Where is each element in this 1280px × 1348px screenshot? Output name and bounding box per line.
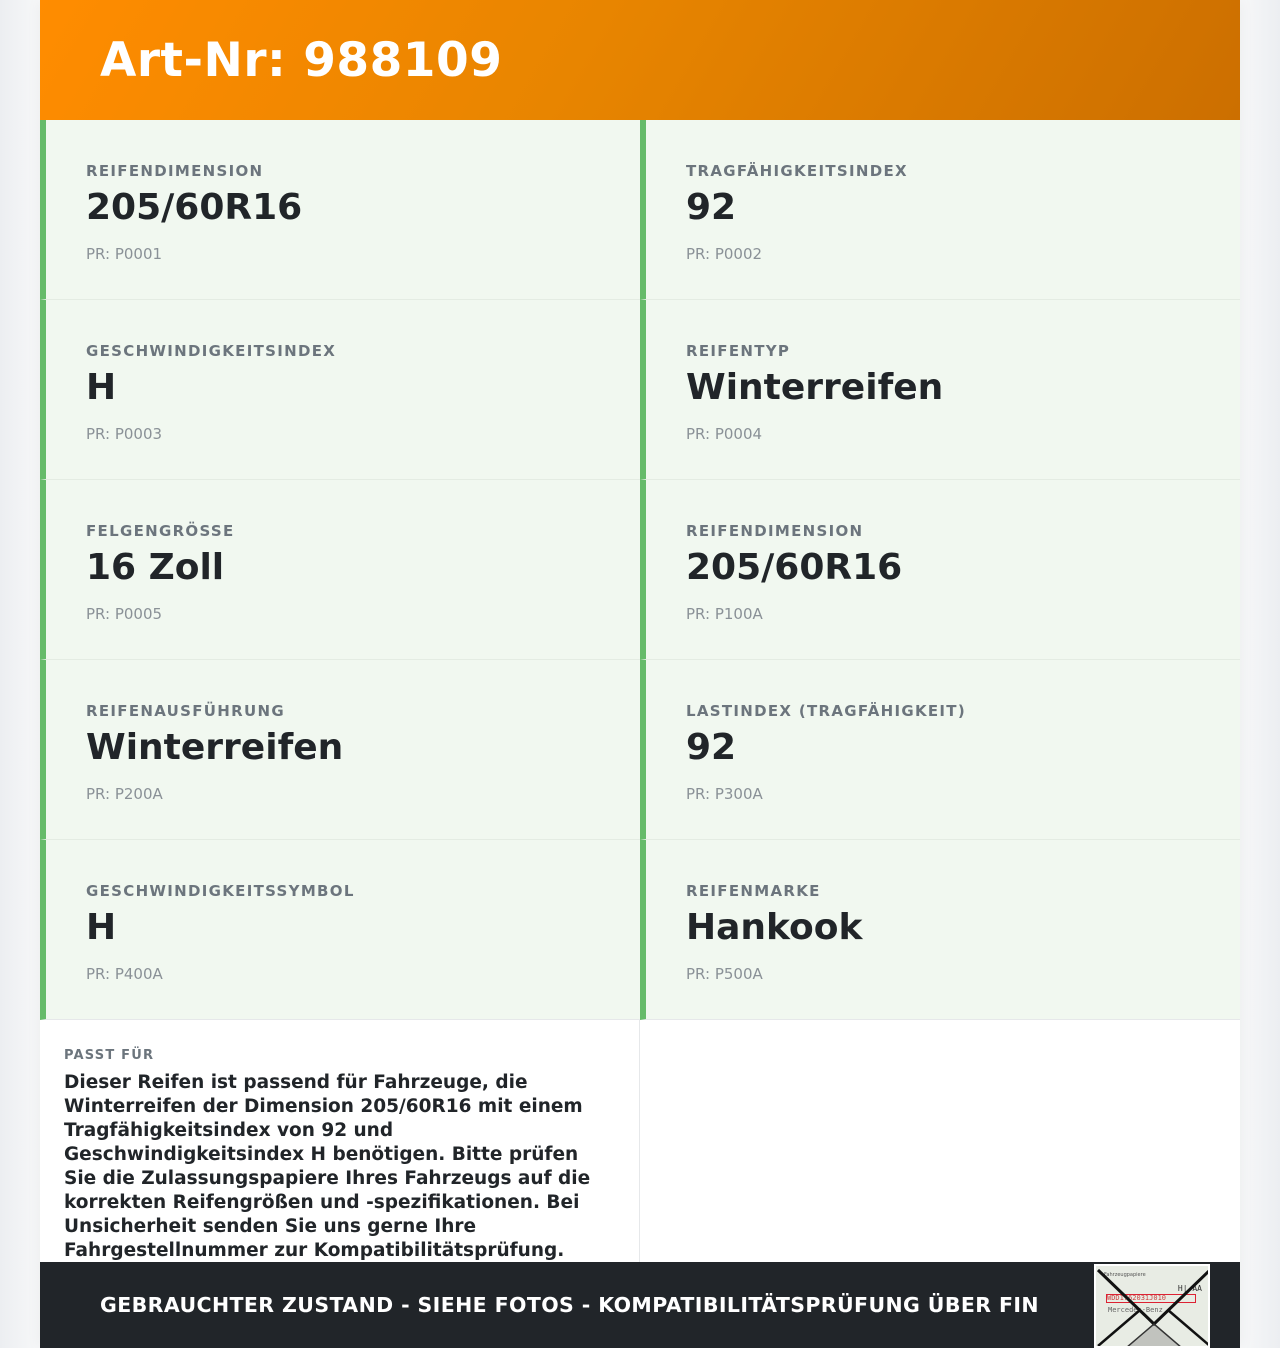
- spec-label: REIFENAUSFÜHRUNG: [86, 702, 285, 720]
- spec-cell-speed-index: [40, 300, 640, 480]
- spec-value: Winterreifen: [86, 727, 344, 768]
- spec-cell-load-index: [640, 120, 1240, 300]
- compatibility-section: [40, 1020, 1240, 1262]
- thumbnail-doc-title: Fahrzeugpapiere: [1104, 1272, 1146, 1278]
- spec-value: Winterreifen: [686, 367, 944, 408]
- spec-cell-speed-symbol: [40, 840, 640, 1020]
- spec-label: GESCHWINDIGKEITSSYMBOL: [86, 882, 355, 900]
- spec-pr-code: PR: P0001: [86, 245, 163, 263]
- thumbnail-brand-text: Mercedes-Benz: [1108, 1306, 1163, 1314]
- spec-label: REIFENMARKE: [686, 882, 821, 900]
- spec-label: REIFENDIMENSION: [686, 522, 864, 540]
- spec-label: REIFENTYP: [686, 342, 791, 360]
- spec-value: Hankook: [686, 907, 863, 948]
- spec-grid: [40, 120, 1240, 1020]
- compatibility-text: Dieser Reifen ist passend für Fahrzeuge, die Winterreifen der Dimension 205/60R16 mit einem Tragfähigkeitsindex von 92 und Geschwindigkeitsindex H benötigen. Bitte prüfen Sie die Zulassungspapiere Ihres Fahrzeugs auf die korrekten Reifengrößen und -spezifikationen. Bei Unsicherheit senden Sie uns gerne Ihre Fahrgestellnummer zur Kompatibilitätsprüfung.: [64, 1072, 591, 1261]
- spec-value: H: [86, 367, 117, 408]
- spec-label: GESCHWINDIGKEITSINDEX: [86, 342, 337, 360]
- spec-cell-tire-type: [640, 300, 1240, 480]
- spec-pr-code: PR: P0002: [686, 245, 763, 263]
- spec-cell-tire-dimension-2: [640, 480, 1240, 660]
- footer-bar: [40, 1262, 1240, 1348]
- spec-pr-code: PR: P0003: [86, 425, 163, 443]
- spec-cell-rim-size: [40, 480, 640, 660]
- spec-cell-tire-design: [40, 660, 640, 840]
- spec-value: 205/60R16: [86, 187, 303, 228]
- spec-value: 92: [686, 727, 737, 768]
- spec-pr-code: PR: P0004: [686, 425, 763, 443]
- envelope-icon: [1096, 1266, 1210, 1348]
- empty-cell: [640, 1020, 1240, 1263]
- spec-pr-code: PR: P0005: [86, 605, 163, 623]
- spec-pr-code: PR: P200A: [86, 785, 163, 803]
- footer-notice: GEBRAUCHTER ZUSTAND - SIEHE FOTOS - KOMPATIBILITÄTSPRÜFUNG ÜBER FIN: [100, 1293, 1039, 1317]
- compatibility-label: PASST FÜR: [64, 1048, 155, 1063]
- spec-cell-load-index-2: [640, 660, 1240, 840]
- spec-label: LASTINDEX (TRAGFÄHIGKEIT): [686, 702, 966, 720]
- spec-pr-code: PR: P500A: [686, 965, 763, 983]
- product-card: [40, 0, 1240, 1348]
- compatibility-cell: [40, 1020, 640, 1263]
- spec-cell-tire-brand: [640, 840, 1240, 1020]
- article-number-title: Art-Nr: 988109: [100, 32, 503, 88]
- spec-value: 92: [686, 187, 737, 228]
- spec-cell-tire-dimension: [40, 120, 640, 300]
- spec-pr-code: PR: P300A: [686, 785, 763, 803]
- thumbnail-right-text: H| AA: [1177, 1284, 1202, 1293]
- vehicle-document-thumbnail[interactable]: [1094, 1264, 1210, 1348]
- spec-value: 205/60R16: [686, 547, 903, 588]
- spec-label: REIFENDIMENSION: [86, 162, 264, 180]
- spec-pr-code: PR: P400A: [86, 965, 163, 983]
- header-bar: [40, 0, 1240, 120]
- spec-pr-code: PR: P100A: [686, 605, 763, 623]
- spec-label: TRAGFÄHIGKEITSINDEX: [686, 162, 908, 180]
- thumbnail-vin-strip: WDD1762031J010: [1106, 1294, 1196, 1303]
- spec-label: FELGENGRÖSSE: [86, 522, 235, 540]
- spec-value: 16 Zoll: [86, 547, 225, 588]
- spec-value: H: [86, 907, 117, 948]
